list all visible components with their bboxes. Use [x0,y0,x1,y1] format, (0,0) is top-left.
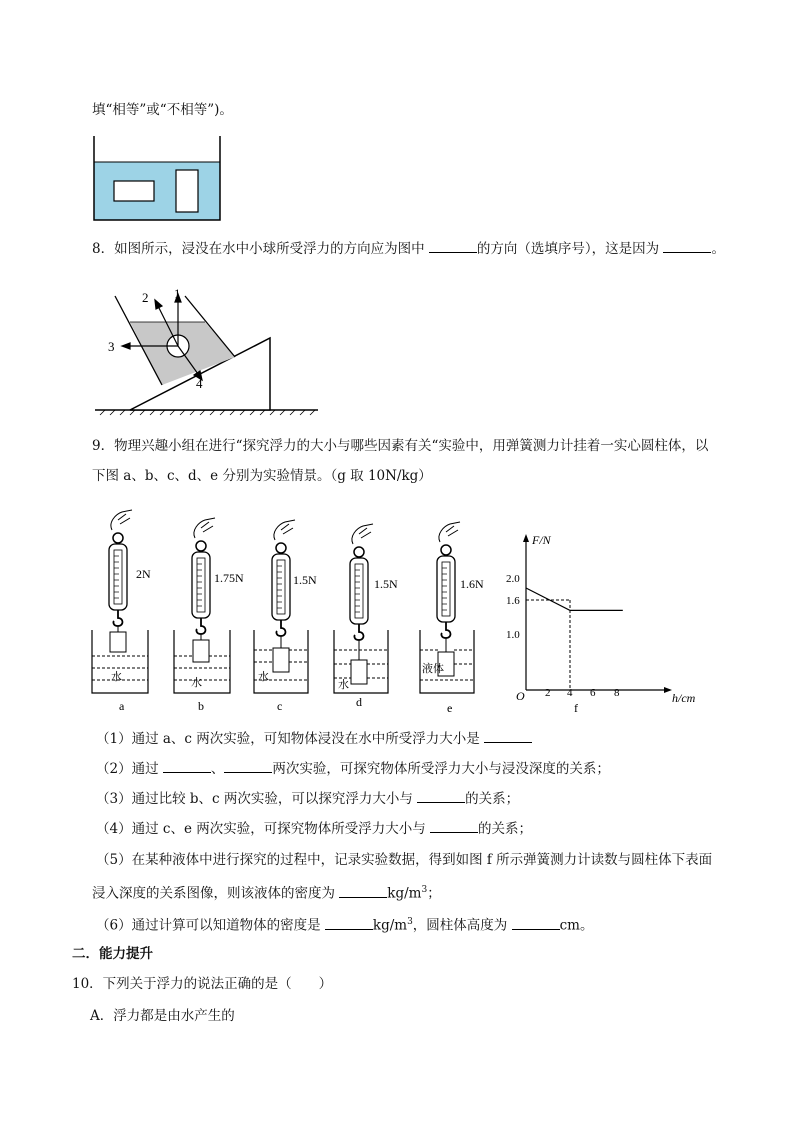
y-axis-label: F/N [532,533,551,547]
arrow-label-4: 4 [196,376,203,391]
label-d: d [356,695,362,709]
label-e: e [447,701,453,715]
xtick-6: 6 [590,687,596,699]
liquid-b: 水 [191,677,202,689]
q9-sub5-line2: 浸入深度的关系图像，则该液体的密度为 $kg/m^3$； [92,880,441,904]
incline-ball-figure [90,282,322,422]
panel-c [254,520,317,713]
q9-line2: 下图 a、b、c、d、e 分别为实验情景。（g 取 10N/kg） [92,468,432,484]
reading-a: 2N [136,567,151,581]
section-heading: 二．能力提升 [72,946,153,962]
sub1-blank[interactable] [484,728,532,743]
q9-sub1: （1）通过 a、c 两次实验，可知物体浸没在水中所受浮力大小是 [96,728,532,749]
sub2-blank-2[interactable] [224,758,272,773]
vertical-block [176,170,198,212]
sub6-blank-2[interactable] [512,915,560,930]
q10-stem: 10．下列关于浮力的说法正确的是（ ） [72,976,333,992]
reading-b: 1.75N [214,571,244,585]
arrow-label-1: 1 [174,286,181,301]
reading-c: 1.5N [293,573,317,587]
sub2-blank-1[interactable] [163,758,211,773]
panel-d [334,524,398,709]
ytick-1.0: 1.0 [506,629,520,641]
cylinder-d [351,660,367,684]
label-c: c [277,699,283,713]
liquid-c: 水 [258,671,269,683]
water-fill [94,162,220,220]
xtick-2: 2 [545,687,551,699]
sub5-blank[interactable] [339,883,387,898]
cylinder-c [273,648,289,672]
arrow-label-3: 3 [108,339,115,354]
q8-blank-2[interactable] [663,238,711,253]
ytick-2.0: 2.0 [506,573,520,585]
series-line [526,588,623,610]
q8-text: 8．如图所示，浸没在水中小球所受浮力的方向应为图中 的方向（选填序号），这是因为 。 [92,238,725,259]
ytick-1.6: 1.6 [506,595,520,607]
q9-line1: 9．物理兴趣小组在进行“探究浮力的大小与哪些因素有关“实验中，用弹簧测力计挂着一实心圆柱体，以 [92,438,709,454]
cylinder-a [110,632,126,652]
horizontal-block [114,181,154,201]
reading-e: 1.6N [460,577,484,591]
graph-f [506,533,696,715]
sub3-blank[interactable] [417,788,465,803]
water-container-figure [92,134,224,224]
cylinder-b [193,640,209,662]
label-f: f [574,701,578,715]
x-axis-label: h/cm [672,691,696,705]
q9-sub6: （6）通过计算可以知道物体的密度是 $kg/m^3$，圆柱体高度为 cm。 [96,912,593,936]
q9-sub3: （3）通过比较 b、c 两次实验，可以探究浮力大小与 的关系； [96,788,519,809]
reading-d: 1.5N [374,577,398,591]
panel-b [174,518,244,713]
q9-sub2: （2）通过 、 两次实验，可探究物体所受浮力大小与浸没深度的关系； [96,758,610,779]
arrow-label-2: 2 [142,290,149,305]
sub6-blank-1[interactable] [325,915,373,930]
panel-a [92,510,151,713]
sub4-blank[interactable] [430,818,478,833]
q9-sub4: （4）通过 c、e 两次实验，可探究物体所受浮力大小与 的关系； [96,818,532,839]
origin-label: O [516,689,525,703]
xtick-8: 8 [614,687,620,699]
liquid-d: 水 [338,679,349,691]
label-b: b [198,699,204,713]
top-line: 填“相等”或“不相等”)。 [92,102,233,118]
xtick-4: 4 [567,687,573,699]
panel-e [420,522,484,715]
q9-sub5-line1: （5）在某种液体中进行探究的过程中，记录实验数据，得到如图 f 所示弹簧测力计读数与圆柱体下表面 [96,852,713,868]
label-a: a [119,699,125,713]
liquid-e: 液体 [422,663,444,675]
q8-blank-1[interactable] [429,238,477,253]
q10-option-a[interactable]: A．浮力都是由水产生的 [90,1008,235,1024]
q9-figure [86,500,726,720]
liquid-a: 水 [111,671,122,683]
